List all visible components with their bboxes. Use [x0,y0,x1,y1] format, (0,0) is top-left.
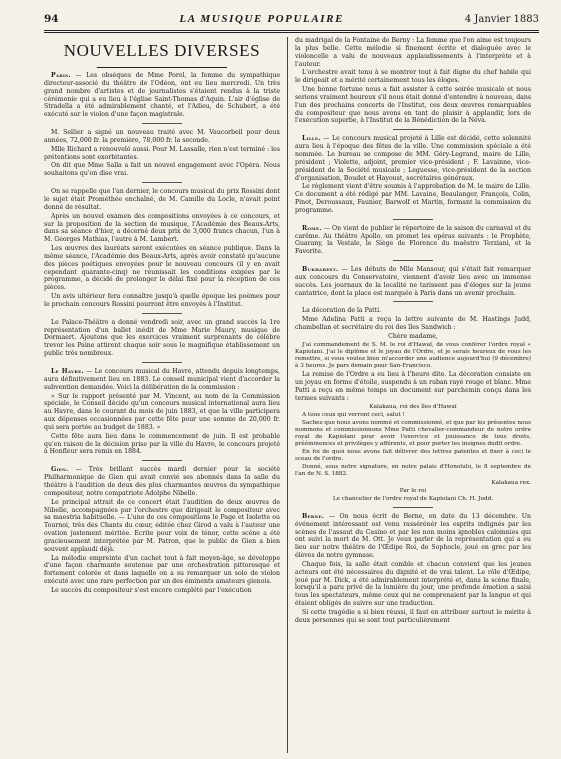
article-paragraph [44,433,280,457]
section-title: NOUVELLES DIVERSES [63,41,261,60]
article-paragraph [44,499,280,554]
dateline: Le Havre. [51,368,84,375]
article-separator [393,219,433,220]
header-rule [44,30,539,31]
paragraph-text: On se rappelle que l'an dernier, le concours musical du prix Rossini dont le sujet était Prométhée enchaîné, de M. Camille du Locle, n'avait point donné de résultat. [44,188,280,211]
paragraph-text: Mlle Richard a renouvelé aussi. Pour M. Lassalle, rien n'est terminé : les prétentions sont exorbitantes. [44,145,280,161]
page-number: 94 [44,13,59,25]
paragraph-text: On dit que Mme Salla a fait un nouvel engagement avec l'Opéra. Nous souhaitons qu'on dise vrai. [44,162,280,178]
paragraph-text: — On vient de publier le répertoire de la saison du carnaval et du carême. Au théâtre Apollo, on promet les opéras suivants : le Prophète, Guarany, la Vestale, le Siège de Florence du maëstro Terziani, et la Favorite. [295,224,531,256]
paragraph-text: — Le concours musical du Havre, attendu depuis longtemps, aura définitivement lieu en 1883. Le conseil municipal vient d'accorder la subvention demandée. Voici la délibération de la commission : [44,368,280,391]
paragraph-text: — Les obsèques de Mme Porel, la femme du sympathique directeur-associé du théâtre de l'Odéon, ont eu lieu mercredi. Un très grand nombre d'artistes et de journalistes s'étaient rendus à la triste cérémonie qui a eu lieu à l'église Saint-Thomas d'Aquin. L'air d'église de Stradella a été admirablement chanté, et l'Adieu, de Schubert, a été exécuté sur le violon d'une façon magistrale. [44,72,280,119]
paragraph-text: Un avis ultérieur fera connaître jusqu'à quelle époque les poèmes pour le prochain concours Rossini pourront être envoyés à l'Institut. [44,293,280,308]
article-paragraph [295,561,531,608]
paragraph-text: Cette fête aura lieu dans le commencement de juin. Il est probable qu'en raison de la décision prise par la ville du Havre, le concours projeté à Honfleur sera remis en 1884. [44,432,280,456]
paragraph-text: J'ai commandement de S. M. le roi d'Hawaï, de vous conférer l'ordre royal « Kapiolani. J'ai le diplôme et le joyau de l'Ordre, et je serais heureux de vous les remettre, si vous voulez bien m'accorder une audience aujourd'hui (9 décembre) à 3 heures. Je pars demain pour San-Francisco. [295,341,531,370]
article-paragraph [295,307,531,315]
paragraph-text: L'orchestre avait tenu à se montrer tout à fait digne du chef habile qui le dirigeait et a mérité certainement tous les éloges. [295,69,531,85]
article-separator [393,507,433,508]
paragraph-text: Le Palace-Théâtre a donné vendredi soir, avec un grand succès la 1re représentation d'un ballet inédit de Mme Marie Maury, musique de Dormaert. Ajoutons que les exercices vraiment surprenants de célèbre trevor les Paine attirent chaque soir sous le magnifique établissement un public très nombreux. [44,318,280,358]
article-paragraph [295,183,531,214]
article-paragraph [295,37,531,68]
paragraph-text: Les œuvres des lauréats seront exécutées en séance publique. Dans la même séance, l'Académie des Beaux-Arts, après avoir constaté qu'aucune des pièces poétiques envoyées pour le nouveau concours (il y en avait cependant quarante-cinq) ne réunissait les conditions exigées par le programme, a décidé de prolonger le délai fixé pour la réception de ces pièces. [44,245,280,292]
article-paragraph [295,69,531,85]
article-separator [393,301,433,302]
publication-title: LA MUSIQUE POPULAIRE [179,13,345,25]
article-paragraph [44,587,280,595]
article-paragraph [295,496,531,503]
paragraph-text: La mélodie empreinte d'un cachet tout à fait moyen-âge, se développe d'une façon charmante soutenue par une orchestration pittoresque et fortement colorée et dans laquelle on a su remarquer un solo de violon exécuté avec une rare perfection par un des éminents amateurs gienois. [44,554,280,586]
article-separator [142,123,182,124]
article-paragraph [295,404,531,411]
dateline: Paris. [51,72,71,79]
dateline: Lille. [302,135,321,143]
article-paragraph [44,293,280,309]
paragraph-text: Kalakaua, roi des îles d'Hawaï [369,403,457,410]
article-separator [393,260,433,261]
paragraph-text: Le succès du compositeur s'est encore complété par l'exécution [51,586,252,594]
article-paragraph [295,480,531,487]
article-columns [44,37,539,753]
paragraph-text: La décoration de la Patti. [302,307,382,315]
left-column [44,37,280,753]
paragraph-text: — Le concours musical projeté à Lille est décidé, cette solennité aura lieu à l'époque des fêtes de la ville. Une commission spéciale a été nommée. Le bureau se compose de MM. Géry-Legrand, maire de Lille, président ; Violette, adjoint, premier vice-président ; F. Lavainne, vice-président de la Société musicale ; Leguesse, vice-président de la section d'organisation, Boudet et Hayoust, secrétaires généraux. [295,135,531,182]
article-paragraph [295,266,531,297]
paragraph-text: Donné, sous notre signature, en notre palais d'Honolulu, le 8 septembre de l'an de N. S. 1882. [295,464,531,478]
header-rule-secondary [44,32,539,33]
article-paragraph [295,333,531,341]
paragraph-text: La remise de l'Ordre a eu lieu à l'heure dite. La décoration consiste en un joyau en forme d'étoile, suspendu à un ruban rayé rouge et blanc. Mme Patti a reçu en même temps un document sur parchemin conçu dans les termes suivants : [295,371,531,402]
article-separator [142,460,182,461]
article-paragraph [295,464,531,478]
article-paragraph [44,319,280,358]
article-paragraph [295,609,531,625]
article-paragraph [44,72,280,119]
paragraph-text: Sachez que nous avons nommé et commissionné, et que par les présentes nous nommons et commissionnons Mme Patti chevalier-commandeur de notre ordre royal de Kapiolani pour avoir l'exercice et jouissance de tous droits, prééminences et privilèges y afférents, et pour porter les insignes dudit ordre. [295,419,531,448]
paragraph-text: « Sur le rapport présenté par M. Vincent, au nom de la Commission spéciale, le Conseil décide qu'un concours musical international aura lieu au Havre, dans le courant du mois de juin 1883, et que la ville participera aux dépenses occasionnées par cette fête pour une somme de 20,000 fr. qui sera portée au budget de 1883. » [44,392,280,431]
paragraph-text: Une bonne fortune nous a fait assister à cette soirée musicale et nous serions vraiment heureux s'il nous était donné d'entendre à nouveau, dans l'un des prochains concerts de l'Institut, ces deux œuvres remarquables du compositeur que nous avons en tant de plaisir à applaudir, lors de l'exécution superbe, à l'Institut de la Bénédiction de la Néva. [295,86,531,125]
paragraph-text: Le principal attrait de ce concert était l'audition de deux œuvres de Nibelle, accompagnées par l'orchestre que dirigeait le compositeur avec sa maestria habituelle. — L'une de ces compositions le Page et Isolette ou Tournoi, très des Chants du cœur, éditée chez Girod a valu à l'auteur une ovation justement méritée. Ecrite pour voix de ténor, cette scène a été gracieusement interprétée par M. Patron, que le public de Gien a bien souvent applaudi déjà. [44,498,280,553]
article-paragraph [44,146,280,162]
article-separator [142,182,182,183]
article-paragraph [295,513,531,560]
article-separator [142,313,182,314]
article-paragraph [44,162,280,178]
paragraph-text: Kalakaua rex. [491,479,531,486]
article-paragraph [44,188,280,212]
paragraph-text: Si cette tragédie a si bien réussi, il faut en attribuer surtout le mérite à deux personnes qui se sont tout particulièrement [295,608,531,624]
dateline: Gien. [51,466,69,474]
paragraph-text: Le chancelier de l'ordre royal de Kapiolani Ch. H. Judd. [332,495,494,502]
article-paragraph [44,368,280,392]
paragraph-text: Chaque fois, la salle était comble et chacun convient que les jeunes acteurs ont été nécessaires du dignité et de vrai talent. Le rôle d'Œdipe, joué par M. Dick, a été admirablement interprété et, dans la scène finale, lorsqu'il a paru privé de la lumière du jour, une profonde émotion a saisi tous les spectateurs, même ceux qui ne comprenaient par la langue et qui étaient obligés de suivre sur une traduction. [295,560,531,608]
page-header [44,13,539,29]
paragraph-text: Le règlement vient d'être soumis à l'approbation de M. le maire de Lille. Ce document a été rédigé par MM. Lavaine, Beaulanger, François, Colin, Pinot, Deroussaux, Faunier, Barwolf et Martin, formant la commission du programme. [295,183,531,214]
dateline: Berne. [302,512,325,520]
paragraph-text: Mme Adelina Patti a reçu la lettre suivante de M. Hastings Judd, chambellan et secrétaire du roi des îles Sandwich : [295,316,531,332]
paragraph-text: En foi de quoi nous avons fait délivrer des lettres patentes et fixer à ceci le sceau de l'ordre. [295,449,531,463]
article-paragraph [295,316,531,332]
column-divider [287,37,288,753]
dateline: Bukharest. [302,266,339,274]
paragraph-text: — Très brillant succès mardi dernier pour la société Philharmonique de Gien qui avait convié ses abonnés dans la salle du théâtre à l'audition de deux des plus charmantes œuvres du sympathique compositeur, notre compatriote Adolphe Nibelle. [44,466,280,497]
article-paragraph [44,393,280,432]
dateline: Rome. [302,224,322,232]
paragraph-text: — Les débuts de Mlle Mansour, qui s'était fait remarquer aux concours du Conservatoire, viennent d'avoir lieu avec un immense succès. Les journaux de la localité ne tarissent pas d'éloges sur la jeune cantatrice, dont la place est marquée à Paris dans un avenir prochain. [295,266,531,297]
article-paragraph [295,135,531,182]
article-paragraph [295,342,531,370]
paragraph-text: Chère madame, [388,333,438,340]
paragraph-text: Après un nouvel examen des compositions envoyées à ce concours, et sur la proposition de la section de musique, l'Académie des Beaux-Arts, dans sa séance d'hier, a décerné deux prix de 3,000 francs chacun, l'un à M. Georges Mathias, l'autre à M. Lambert. [44,212,280,244]
paragraph-text: Par le roi [399,487,427,494]
article-paragraph [44,555,280,586]
article-paragraph [295,86,531,125]
article-paragraph [44,213,280,244]
article-paragraph [295,412,531,419]
article-separator [393,129,433,130]
article-paragraph [295,420,531,448]
article-paragraph [295,488,531,495]
paragraph-text: A tous ceux qui verront ceci, salut ! [302,411,405,418]
article-separator [142,362,182,363]
paragraph-text: — On nous écrit de Berne, en date du 13 décembre. Un événement intéressant est venu rassérénér les esprits indignés par les scènes de l'assaut du Casino et par les non moins ignobles calomnies qui ont suivi la mort de M. Ott. Je veux parler de la représentation qui a eu lieu sur notre théâtre de l'Œdipe Roi, de Sophocle, joué en grec par les élèves de notre gymnase. [295,512,531,560]
title-rule [97,67,227,68]
right-column [295,37,531,753]
article-paragraph [44,245,280,292]
article-paragraph [295,371,531,402]
paragraph-text: du madrigal de la Fontaine de Berny : La femme que l'on aime est toujours la plus belle. Cette mélodie si finement écrite et dialoguée avec le violoncelle a valu de nouveaux applaudissements à l'interprète et à l'auteur. [295,37,531,68]
paragraph-text: M. Sellier a signé un nouveau traité avec M. Vaucorbeil pour deux années, 72,000 fr. la première, 78,000 fr. la seconde. [44,129,280,144]
article-paragraph [295,449,531,463]
issue-date: 4 Janvier 1883 [464,14,539,25]
article-paragraph [44,466,280,497]
article-paragraph [44,129,280,145]
article-paragraph [295,225,531,256]
